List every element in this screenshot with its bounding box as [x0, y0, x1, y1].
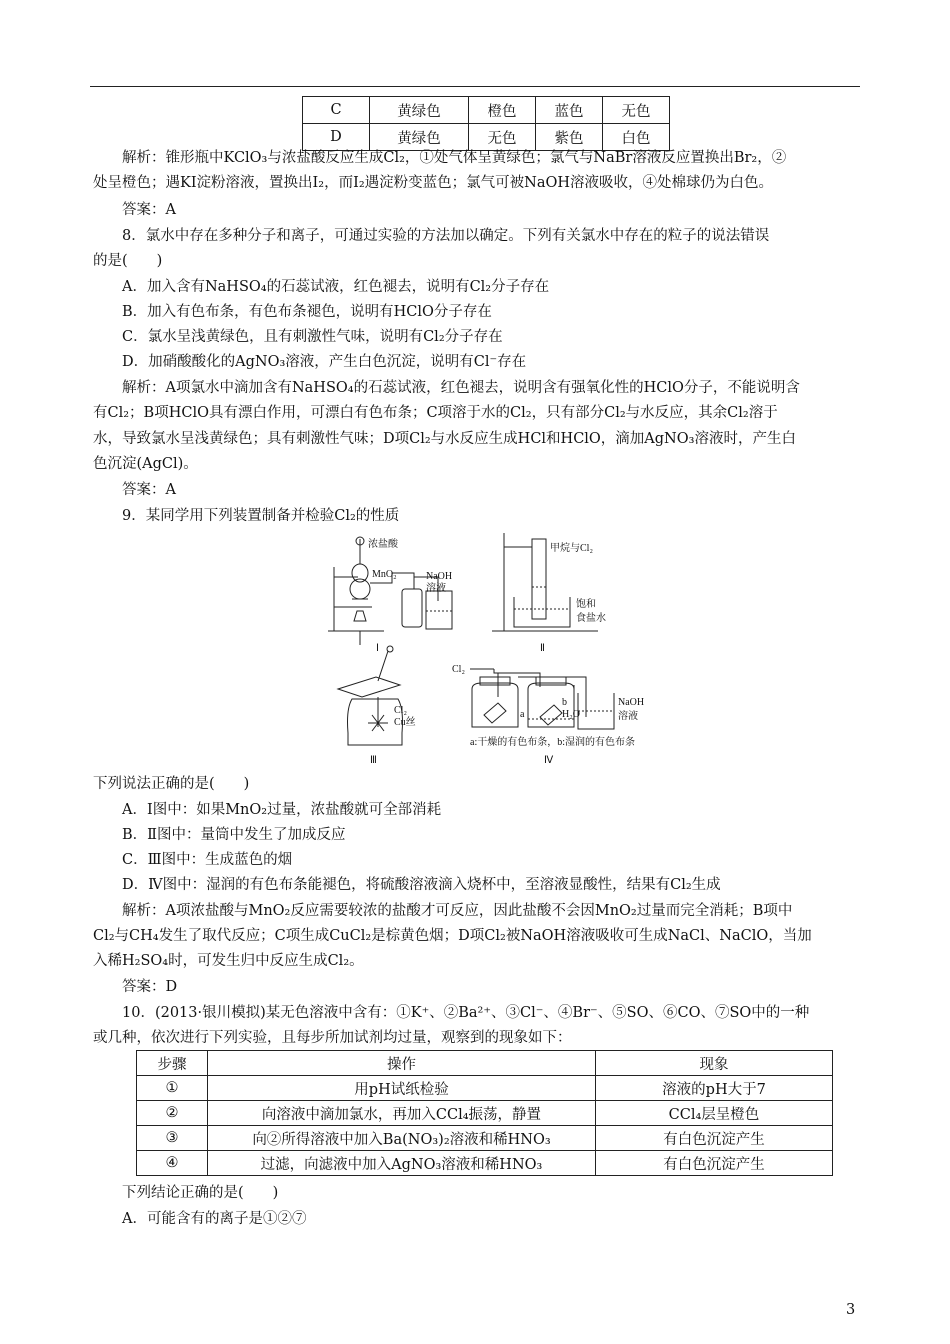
option-8c: C．氯水呈浅黄绿色，且有刺激性气味，说明有Cl₂分子存在: [122, 329, 503, 345]
label-h2o: H₂O: [562, 709, 580, 720]
analysis-8-line3: 水，导致氯水呈浅黄绿色；具有刺激性气味；D项Cl₂与水反应生成HCl和HClO，滴加AgNO₃溶液时，产生白: [93, 431, 796, 447]
analysis-8-line1: 解析：A项氯水中滴加含有NaHSO₄的石蕊试液，红色褪去，说明含有强氧化性的HClO分子，不能说明含: [122, 380, 800, 396]
label-naoh-1: NaOH: [426, 571, 453, 582]
label-fig-1: Ⅰ: [376, 643, 379, 654]
table-cell: ④: [137, 1151, 208, 1176]
label-mno2: MnO₂: [372, 569, 397, 580]
table-cell: 有白色沉淀产生: [596, 1151, 833, 1176]
label-naoh-4: NaOH: [618, 697, 645, 708]
table-row: [137, 1126, 833, 1151]
label-fig-3: Ⅲ: [370, 755, 377, 766]
analysis-8-line4: 色沉淀(AgCl)。: [93, 456, 198, 472]
analysis-9-line3: 入稀H₂SO₄时，可发生归中反应生成Cl₂。: [93, 953, 364, 969]
label-b: b: [562, 697, 567, 708]
answer-7: 答案：A: [122, 202, 176, 218]
table-row: [137, 1151, 833, 1176]
apparatus-figure: [322, 527, 692, 767]
table-cell: 无色: [469, 124, 536, 151]
table-cell: C: [303, 97, 370, 124]
header-rule: [90, 86, 860, 87]
table-header: 操作: [208, 1051, 596, 1076]
table-header-row: [137, 1051, 833, 1076]
page-number: 3: [846, 1302, 856, 1318]
analysis-9-line2: Cl₂与CH₄发生了取代反应；C项生成CuCl₂是棕黄色烟；D项Cl₂被NaOH溶液吸收可生成NaCl、NaClO，当加: [93, 928, 812, 944]
question-9-stem: 9．某同学用下列装置制备并检验Cl₂的性质: [122, 508, 400, 524]
label-cu-wire: Cu丝: [394, 717, 416, 728]
option-9d: D．Ⅳ图中：湿润的有色布条能褪色，将硫酸溶液滴入烧杯中，至溶液显酸性，结果有Cl₂生成: [122, 877, 721, 893]
option-10a: A．可能含有的离子是①②⑦: [122, 1211, 307, 1227]
option-9c: C．Ⅲ图中：生成蓝色的烟: [122, 852, 293, 868]
table-cell: ②: [137, 1101, 208, 1126]
label-solution-4: 溶液: [618, 711, 638, 722]
question-9-prompt: 下列说法正确的是( ): [93, 776, 250, 792]
table-cell: CCl₄层呈橙色: [596, 1101, 833, 1126]
table-row: [137, 1076, 833, 1101]
table-header: 现象: [596, 1051, 833, 1076]
question-10-prompt: 下列结论正确的是( ): [122, 1185, 279, 1201]
option-8d: D．加硝酸酸化的AgNO₃溶液，产生白色沉淀，说明有Cl⁻存在: [122, 354, 527, 370]
label-brine: 食盐水: [576, 613, 606, 624]
table-cell: 有白色沉淀产生: [596, 1126, 833, 1151]
table-cell: ①: [137, 1076, 208, 1101]
answer-table-continued: [302, 96, 670, 151]
label-fig-2: Ⅱ: [540, 643, 545, 654]
option-8a: A．加入含有NaHSO₄的石蕊试液，红色褪去，说明有Cl₂分子存在: [122, 279, 550, 295]
table-cell: 向②所得溶液中加入Ba(NO₃)₂溶液和稀HNO₃: [208, 1126, 596, 1151]
table-cell: 橙色: [469, 97, 536, 124]
question-8-stem-end: 的是( ): [93, 253, 163, 269]
label-saturated: 饱和: [576, 599, 596, 610]
question-10-stem-end: 或几种，依次进行下列实验，且每步所加试剂均过量，观察到的现象如下：: [93, 1030, 572, 1046]
table-row: [303, 97, 670, 124]
analysis-9-line1: 解析：A项浓盐酸与MnO₂反应需要较浓的盐酸才可反应，因此盐酸不会因MnO₂过量而完全消耗；B项中: [122, 903, 793, 919]
table-cell: 溶液的pH大于7: [596, 1076, 833, 1101]
option-8b: B．加入有色布条，有色布条褪色，说明有HClO分子存在: [122, 304, 492, 320]
table-cell: D: [303, 124, 370, 151]
option-9b: B．Ⅱ图中：量筒中发生了加成反应: [122, 827, 346, 843]
label-a: a: [520, 709, 525, 720]
table-cell: ③: [137, 1126, 208, 1151]
label-cl2-3: Cl₂: [394, 705, 407, 716]
answer-8: 答案：A: [122, 482, 176, 498]
table-cell: 蓝色: [536, 97, 603, 124]
option-9a: A．Ⅰ图中：如果MnO₂过量，浓盐酸就可全部消耗: [122, 802, 442, 818]
table-cell: 黄绿色: [370, 124, 469, 151]
label-fig-4: Ⅳ: [544, 755, 554, 766]
table-cell: 紫色: [536, 124, 603, 151]
experiment-table: [136, 1050, 833, 1176]
table-cell: 无色: [603, 97, 670, 124]
table-cell: 白色: [603, 124, 670, 151]
label-conc-hcl: 浓盐酸: [368, 539, 398, 550]
table-row: [303, 124, 670, 151]
apparatus-4: [470, 669, 614, 729]
question-10-stem: 10．(2013·银川模拟)某无色溶液中含有：①K⁺、②Ba²⁺、③Cl⁻、④Br⁻、⑤SO、⑥CO、⑦SO中的一种: [122, 1005, 810, 1021]
table-row: [137, 1101, 833, 1126]
analysis-8-line2: 有Cl₂；B项HClO具有漂白作用，可漂白有色布条；C项溶于水的Cl₂，只有部分Cl₂与水反应，其余Cl₂溶于: [93, 405, 778, 421]
label-methane-cl2: 甲烷与Cl₂: [550, 543, 593, 554]
table-header: 步骤: [137, 1051, 208, 1076]
apparatus-3: [338, 646, 403, 745]
table-cell: 用pH试纸检验: [208, 1076, 596, 1101]
analysis-7-line1: 解析：锥形瓶中KClO₃与浓盐酸反应生成Cl₂，①处气体呈黄绿色；氯气与NaBr溶液反应置换出Br₂，②: [122, 150, 787, 166]
question-8-stem: 8．氯水中存在多种分子和离子，可通过实验的方法加以确定。下列有关氯水中存在的粒子的说法错误: [122, 228, 770, 244]
analysis-7-line2: 处呈橙色；遇KI淀粉溶液，置换出I₂，而I₂遇淀粉变蓝色；氯气可被NaOH溶液吸收，④处棉球仍为白色。: [93, 175, 774, 191]
table-cell: 向溶液中滴加氯水，再加入CCl₄振荡，静置: [208, 1101, 596, 1126]
answer-9: 答案：D: [122, 979, 178, 995]
label-solution-1: 溶液: [426, 583, 446, 594]
table-cell: 黄绿色: [370, 97, 469, 124]
label-caption-4: a:干燥的有色布条，b:湿润的有色布条: [470, 737, 635, 748]
table-cell: 过滤，向滤液中加入AgNO₃溶液和稀HNO₃: [208, 1151, 596, 1176]
label-cl2-4: Cl₂: [452, 664, 465, 675]
